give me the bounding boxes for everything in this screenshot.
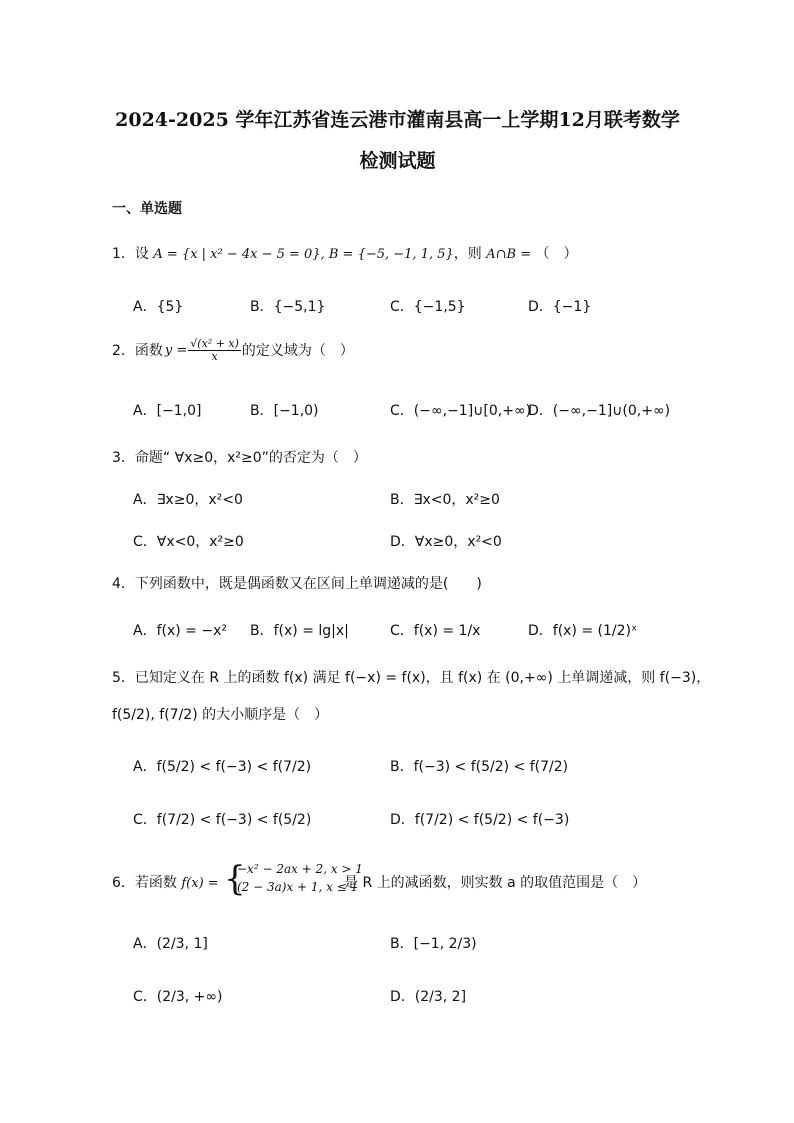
- document-title-line1: 2024-2025 学年江苏省连云港市灌南县高一上学期12月联考数学: [115, 109, 680, 131]
- q4-option-b[interactable]: B．f(x) = lg|x|: [250, 623, 349, 639]
- q6-option-d[interactable]: D．(2/3, 2]: [390, 989, 467, 1005]
- question-5-stem-line1: 5．已知定义在 R 上的函数 f(x) 满足 f(−x) = f(x)，且 f(x) 在 (0,+∞) 上单调递减，则 f(−3)，: [112, 670, 711, 686]
- q6-option-c[interactable]: C．(2/3, +∞): [133, 989, 223, 1005]
- q2-option-d[interactable]: D．(−∞,−1]∪(0,+∞): [528, 403, 671, 419]
- q5-option-a[interactable]: A．f(5/2) < f(−3) < f(7/2): [133, 759, 312, 775]
- q1-option-d[interactable]: D．{−1}: [528, 299, 592, 315]
- q2-option-c[interactable]: C．(−∞,−1]∪[0,+∞): [390, 403, 532, 419]
- fraction: $\frac{\text{√(x² + x)}}{x}$: [190, 337, 239, 363]
- question-number: 2．: [112, 343, 135, 360]
- q3-option-a[interactable]: A．∃x≥0，x²<0: [133, 492, 243, 508]
- q4-option-d[interactable]: D．f(x) = (1/2)ˣ: [528, 623, 638, 639]
- q2-option-a[interactable]: A．[−1,0]: [133, 403, 202, 419]
- question-3-stem: 3．命题“ ∀x≥0，x²≥0”的否定为（ ）: [112, 450, 367, 466]
- question-number: 3．: [112, 450, 135, 466]
- q1-option-c[interactable]: C．{−1,5}: [390, 299, 466, 315]
- q2-option-b[interactable]: B．[−1,0): [250, 403, 319, 419]
- question-number: 6．: [112, 875, 135, 891]
- question-2-stem: 2． 函数 y = $\frac{\text{√(x² + x)}}{x}$ 的定义域为（ ）: [112, 337, 354, 363]
- math-sets: A = {x | x² − 4x − 5 = 0}, B = {−5, −1, 1, 5}: [153, 247, 454, 262]
- q1-option-b[interactable]: B．{−5,1}: [250, 299, 326, 315]
- q5-option-d[interactable]: D．f(7/2) < f(5/2) < f(−3): [390, 812, 570, 828]
- q5-option-b[interactable]: B．f(−3) < f(5/2) < f(7/2): [390, 759, 569, 775]
- question-4-stem: 4．下列函数中，既是偶函数又在区间上单调递减的是( ): [112, 576, 482, 592]
- question-number: 4．: [112, 576, 135, 592]
- question-number: 5．: [112, 670, 135, 686]
- question-5-stem-line2: f(5/2), f(7/2) 的大小顺序是（ ）: [112, 707, 329, 723]
- q4-option-c[interactable]: C．f(x) = 1/x: [390, 623, 481, 639]
- q6-option-b[interactable]: B．[−1, 2/3): [390, 936, 477, 952]
- section-heading: 一、单选题: [112, 201, 182, 217]
- question-1-stem: 1．设 A = {x | x² − 4x − 5 = 0}, B = {−5, −1, 1, 5}，则 A∩B = （ ）: [112, 246, 578, 262]
- q5-option-c[interactable]: C．f(7/2) < f(−3) < f(5/2): [133, 812, 312, 828]
- q6-option-a[interactable]: A．(2/3, 1]: [133, 936, 208, 952]
- piecewise-case-2: (2 − 3a)x + 1, x ≤ 1: [237, 880, 359, 894]
- q3-option-b[interactable]: B．∃x<0，x²≥0: [390, 492, 500, 508]
- q1-option-a[interactable]: A．{5}: [133, 299, 184, 315]
- q3-option-d[interactable]: D．∀x≥0，x²<0: [390, 534, 502, 550]
- piecewise-brace: {: [224, 859, 246, 899]
- q3-option-c[interactable]: C．∀x<0，x²≥0: [133, 534, 244, 550]
- document-title-line2: 检测试题: [359, 150, 436, 172]
- question-6-stem: 6．若函数 f(x) = { −x² − 2ax + 2, x > 1 (2 − 3a)x + 1, x ≤ 1 是 R 上的减函数，则实数 a 的取值范围是（ ）: [112, 859, 647, 899]
- q4-option-a[interactable]: A．f(x) = −x²: [133, 623, 227, 639]
- piecewise-case-1: −x² − 2ax + 2, x > 1: [237, 862, 363, 876]
- question-number: 1．: [112, 246, 135, 262]
- math-intersection: A∩B =: [486, 247, 532, 262]
